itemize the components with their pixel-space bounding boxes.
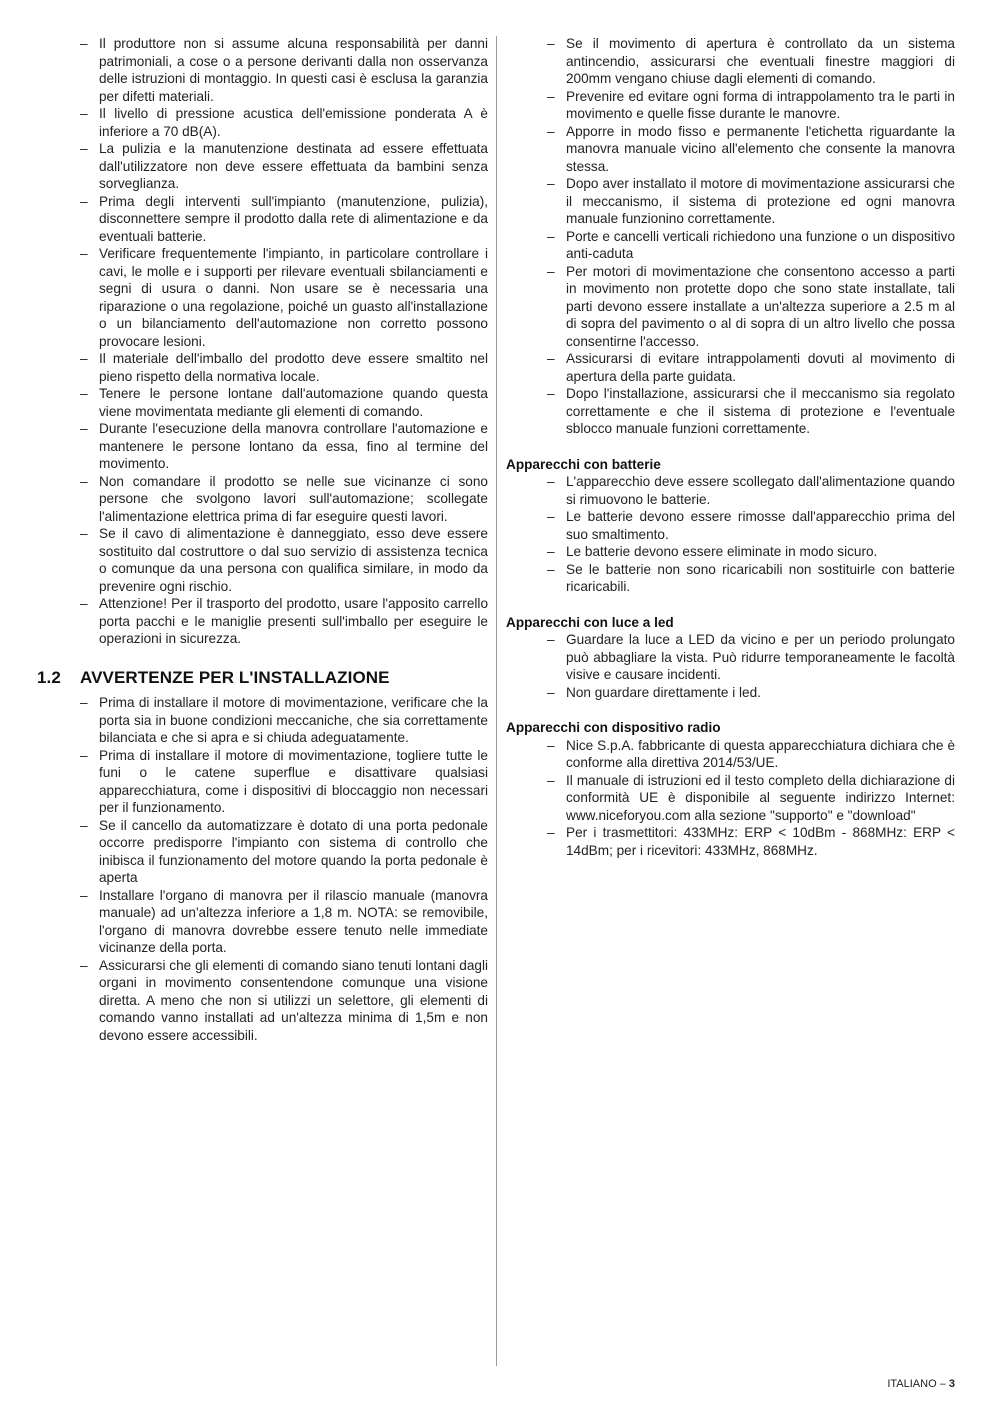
list-item: – Se il cancello da automatizzare è dotato di una porta pedonale occorre predisporre l'impianto con sistema di controllo che inibisca il funzionamento del motore quando la porta pedonale è aperta [80,817,488,887]
list-item: – Prima di installare il motore di movimentazione, verificare che la porta sia in buone condizioni meccaniche, che sia correttamente bilanciata e che si apra e si chiuda adeguatamente. [80,694,488,747]
list-item: – Il produttore non si assume alcuna responsabilità per danni patrimoniali, a cose o a persone derivanti dalla non osservanza delle istruzioni di montaggio. In questi casi è esclusa la garanzia per difetti materiali. [80,35,488,105]
section-heading [37,668,497,688]
list-item: – Attenzione! Per il trasporto del prodotto, usare l'apposito carrello porta pacchi e le maniglie presenti sull'imballo per eseguire le operazioni in sicurezza. [80,595,488,648]
list-item: – Per i trasmettitori: 433MHz: ERP < 10dBm - 868MHz: ERP < 14dBm; per i ricevitori: 433MHz, 868MHz. [547,824,955,859]
list-item: – L'apparecchio deve essere scollegato dall'alimentazione quando si rimuovono le batterie. [547,473,955,508]
section-number: 1.2 [37,668,61,687]
footer-language: ITALIANO – [887,1378,946,1390]
page-number: 3 [948,1378,955,1390]
right-top-list [547,35,955,438]
list-item: – Guardare la luce a LED da vicino e per un periodo prolungato può abbagliare la vista. Può ridurre temporaneamente le facoltà visive e causare incidenti. [547,631,955,684]
list-item: – Se le batterie non sono ricaricabili non sostituirle con batterie ricaricabili. [547,561,955,596]
batteries-heading: Apparecchi con batterie [506,456,661,472]
left-top-list [80,35,488,648]
list-item: – Le batterie devono essere eliminate in modo sicuro. [547,543,955,561]
installation-column [80,694,488,1044]
list-item: – Assicurarsi di evitare intrappolamenti dovuti al movimento di apertura della parte guidata. [547,350,955,385]
right-column [506,35,955,859]
list-item: – Durante l'esecuzione della manovra controllare l'automazione e mantenere le persone lontano da essa, fino al termine del movimento. [80,420,488,473]
list-item: – Nice S.p.A. fabbricante di questa apparecchiatura dichiara che è conforme alla direttiva 2014/53/UE. [547,737,955,772]
batteries-list [547,473,955,596]
list-item: – Dopo l'installazione, assicurarsi che il meccanismo sia regolato correttamente e che il sistema di protezione e l'eventuale sblocco manuale funzioni correttamente. [547,385,955,438]
list-item: – Per motori di movimentazione che consentono accesso a parti in movimento non protette dopo che sono state installate, tali parti devono essere installate a un'altezza superiore a 2.5 m al di sopra del pavimento o al di sopra di un altro livello che possa consentirne l'accesso. [547,263,955,351]
radio-list [547,737,955,860]
list-item: – Se il cavo di alimentazione è danneggiato, esso deve essere sostituito dal costruttore o dal suo servizio di assistenza tecnica o comunque da una persona con qualifica similare, in modo da prevenire ogni rischio. [80,525,488,595]
list-item: – Installare l'organo di manovra per il rilascio manuale (manovra manuale) ad un'altezza inferiore a 1,8 m. NOTA: se removibile, l'organo di manovra dovrebbe essere tenuto nelle immediate vicinanze della porta. [80,887,488,957]
list-item: – Porte e cancelli verticali richiedono una funzione o un dispositivo anti-caduta [547,228,955,263]
list-item: – Verificare frequentemente l'impianto, in particolare controllare i cavi, le molle e i supporti per rilevare eventuali sbilanciamenti e segni di usura o danni. Non usare se è necessaria una riparazione o una regolazione, poiché un guasto all'installazione o un bilanciamento dell'automazione non corretto possono provocare lesioni. [80,245,488,350]
list-item: – Assicurarsi che gli elementi di comando siano tenuti lontani dagli organi in movimento consentendone comunque una visione diretta. A meno che non si utilizzi un selettore, gli elementi di comando vanno installati ad un'altezza minima di 1,5m e non devono essere accessibili. [80,957,488,1045]
list-item: – Non guardare direttamente i led. [547,684,955,702]
section-title: AVVERTENZE PER L'INSTALLAZIONE [80,668,390,687]
page-footer [887,1378,955,1390]
list-item: – Il materiale dell'imballo del prodotto deve essere smaltito nel pieno rispetto della normativa locale. [80,350,488,385]
list-item: – Prevenire ed evitare ogni forma di intrappolamento tra le parti in movimento e quelle fisse durante le manovre. [547,88,955,123]
column-divider [496,36,497,1366]
list-item: – Prima degli interventi sull'impianto (manutenzione, pulizia), disconnettere sempre il prodotto dalla rete di alimentazione e da eventuali batterie. [80,193,488,246]
list-item: – La pulizia e la manutenzione destinata ad essere effettuata dall'utilizzatore non deve essere effettuata da bambini senza sorveglianza. [80,140,488,193]
list-item: – Non comandare il prodotto se nelle sue vicinanze ci sono persone che svolgono lavori sull'automazione; scollegate l'alimentazione elettrica prima di far eseguire questi lavori. [80,473,488,526]
list-item: – Il livello di pressione acustica dell'emissione ponderata A è inferiore a 70 dB(A). [80,105,488,140]
list-item: – Dopo aver installato il motore di movimentazione assicurarsi che il meccanismo, il sistema di protezione ed ogni manovra manuale funzionino correttamente. [547,175,955,228]
installation-list [80,694,488,1044]
led-heading: Apparecchi con luce a led [506,614,674,630]
list-item: – Tenere le persone lontane dall'automazione quando questa viene movimentata mediante gli elementi di comando. [80,385,488,420]
list-item: – Apporre in modo fisso e permanente l'etichetta riguardante la manovra manuale vicino all'elemento che consente la manovra stessa. [547,123,955,176]
list-item: – Prima di installare il motore di movimentazione, togliere tutte le funi o le catene superflue e disattivare qualsiasi apparecchiatura, come i dispositivi di bloccaggio non necessari per il funzionamento. [80,747,488,817]
list-item: – Il manuale di istruzioni ed il testo completo della dichiarazione di conformità UE è disponibile al seguente indirizzo Internet: www.niceforyou.com alla sezione "supporto" e "download" [547,772,955,825]
left-column [80,35,488,648]
radio-heading: Apparecchi con dispositivo radio [506,720,721,735]
list-item: – Se il movimento di apertura è controllato da un sistema antincendio, assicurarsi che eventuali finestre maggiori di 200mm vengano chiuse dagli elementi di comando. [547,35,955,88]
list-item: – Le batterie devono essere rimosse dall'apparecchio prima del suo smaltimento. [547,508,955,543]
led-list [547,631,955,701]
